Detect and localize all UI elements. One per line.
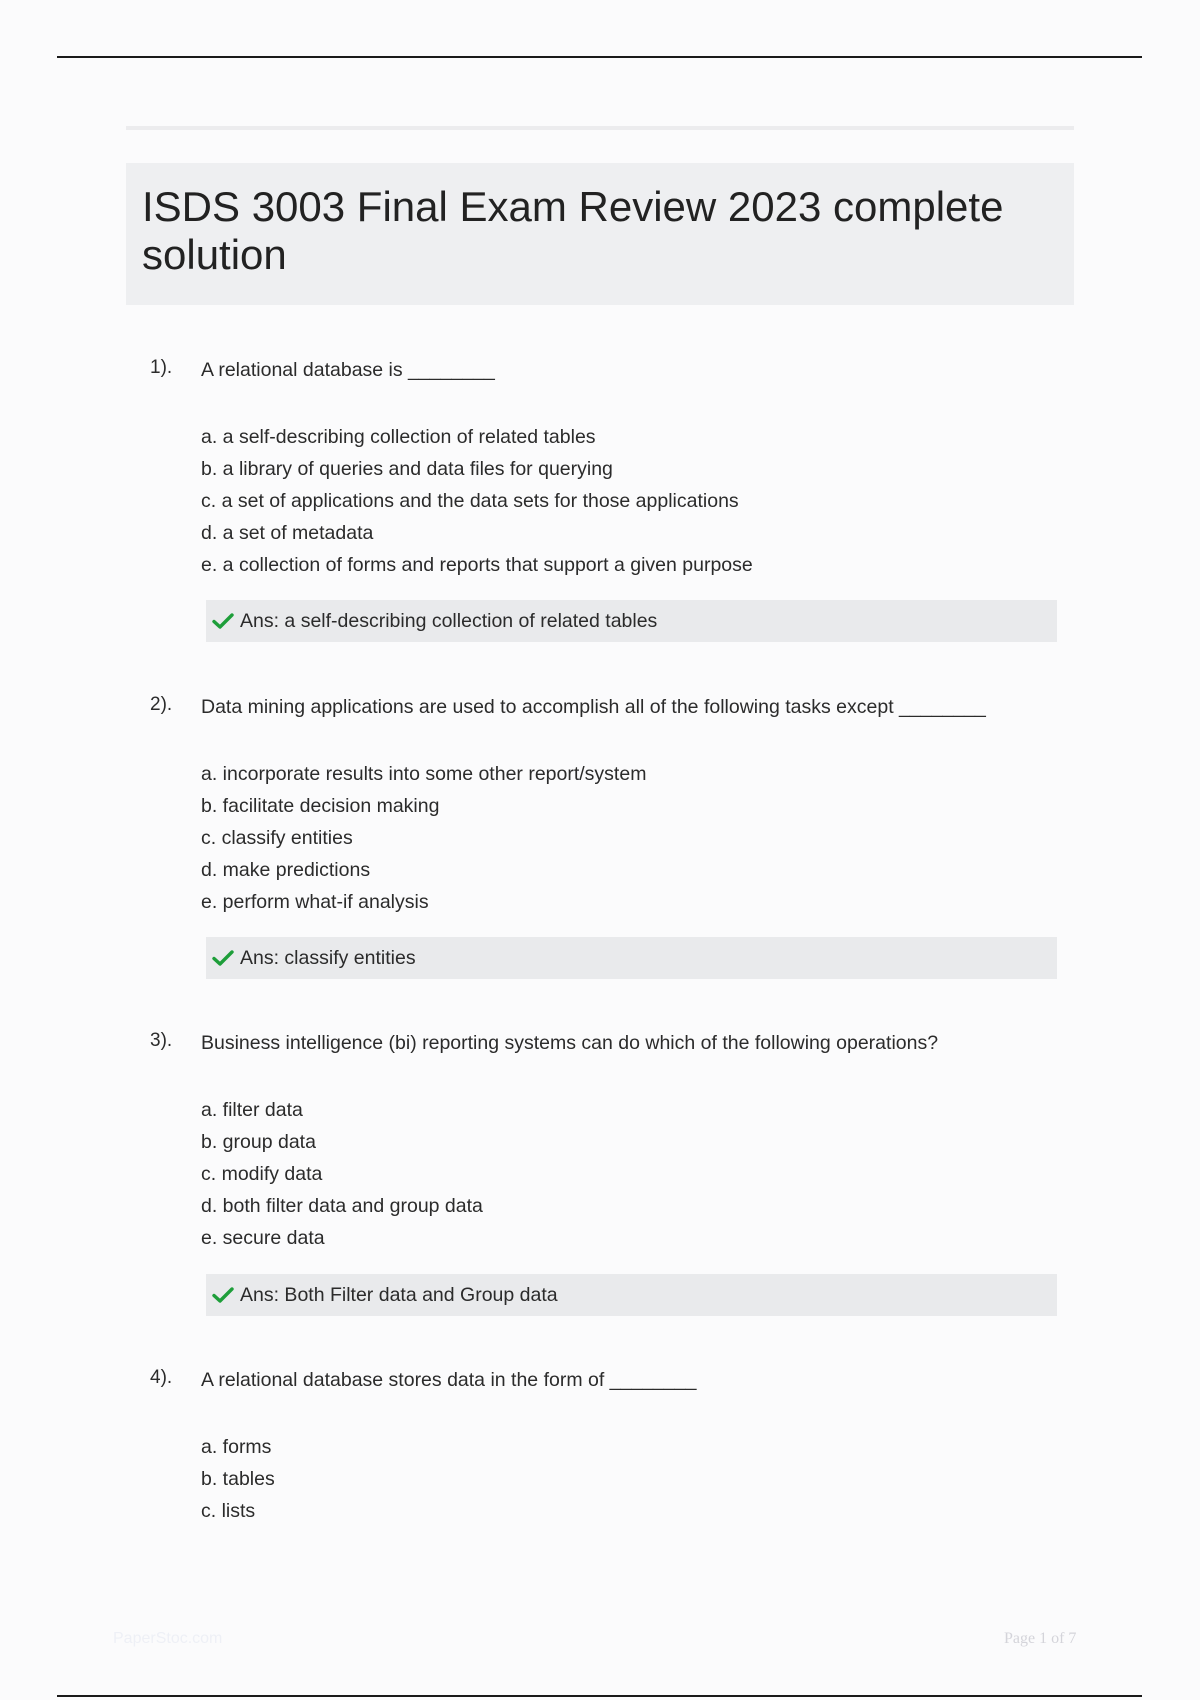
option-list bbox=[201, 421, 753, 581]
option-a: a. a self-describing collection of related tables bbox=[201, 426, 596, 448]
option-a: a. forms bbox=[201, 1436, 272, 1458]
check-icon bbox=[212, 612, 234, 630]
answer-box bbox=[206, 1274, 1057, 1316]
document-title: ISDS 3003 Final Exam Review 2023 complete solution bbox=[142, 183, 1004, 278]
answer-text: Ans: a self-describing collection of related tables bbox=[240, 609, 658, 632]
option-e: e. a collection of forms and reports that support a given purpose bbox=[201, 554, 753, 576]
option-d: d. make predictions bbox=[201, 859, 371, 881]
option-c: c. modify data bbox=[201, 1163, 323, 1185]
check-icon bbox=[212, 949, 234, 967]
question-number: 4). bbox=[150, 1367, 173, 1388]
question-text: Data mining applications are used to accomplish all of the following tasks except ________ bbox=[201, 696, 986, 718]
option-c: c. classify entities bbox=[201, 827, 353, 849]
answer-text: Ans: Both Filter data and Group data bbox=[240, 1283, 558, 1306]
option-e: e. perform what-if analysis bbox=[201, 891, 429, 913]
answer-text: Ans: classify entities bbox=[240, 946, 416, 969]
option-c: c. a set of applications and the data sets for those applications bbox=[201, 490, 739, 512]
footer-watermark: PaperStoc.com bbox=[113, 1630, 223, 1647]
question-text: A relational database stores data in the form of ________ bbox=[201, 1369, 697, 1391]
option-b: b. facilitate decision making bbox=[201, 795, 440, 817]
question-number: 3). bbox=[150, 1030, 173, 1051]
option-c: c. lists bbox=[201, 1500, 256, 1522]
page-number: Page 1 of 7 bbox=[1004, 1630, 1077, 1647]
question-number: 1). bbox=[150, 357, 173, 378]
bottom-rule bbox=[57, 1695, 1142, 1697]
question-number: 2). bbox=[150, 694, 173, 715]
option-list bbox=[201, 758, 646, 918]
option-list bbox=[201, 1431, 275, 1527]
top-rule bbox=[57, 56, 1142, 58]
option-d: d. a set of metadata bbox=[201, 522, 374, 544]
option-b: b. a library of queries and data files for querying bbox=[201, 458, 613, 480]
option-a: a. incorporate results into some other report/system bbox=[201, 763, 647, 785]
header-divider bbox=[126, 126, 1074, 130]
option-a: a. filter data bbox=[201, 1099, 303, 1121]
option-e: e. secure data bbox=[201, 1227, 325, 1249]
option-d: d. both filter data and group data bbox=[201, 1195, 483, 1217]
title-banner bbox=[126, 163, 1074, 305]
answer-box bbox=[206, 600, 1057, 642]
check-icon bbox=[212, 1286, 234, 1304]
question-text: Business intelligence (bi) reporting systems can do which of the following operations? bbox=[201, 1032, 939, 1054]
option-b: b. tables bbox=[201, 1468, 275, 1490]
answer-box bbox=[206, 937, 1057, 979]
option-list bbox=[201, 1094, 483, 1254]
question-text: A relational database is ________ bbox=[201, 359, 495, 381]
option-b: b. group data bbox=[201, 1131, 316, 1153]
